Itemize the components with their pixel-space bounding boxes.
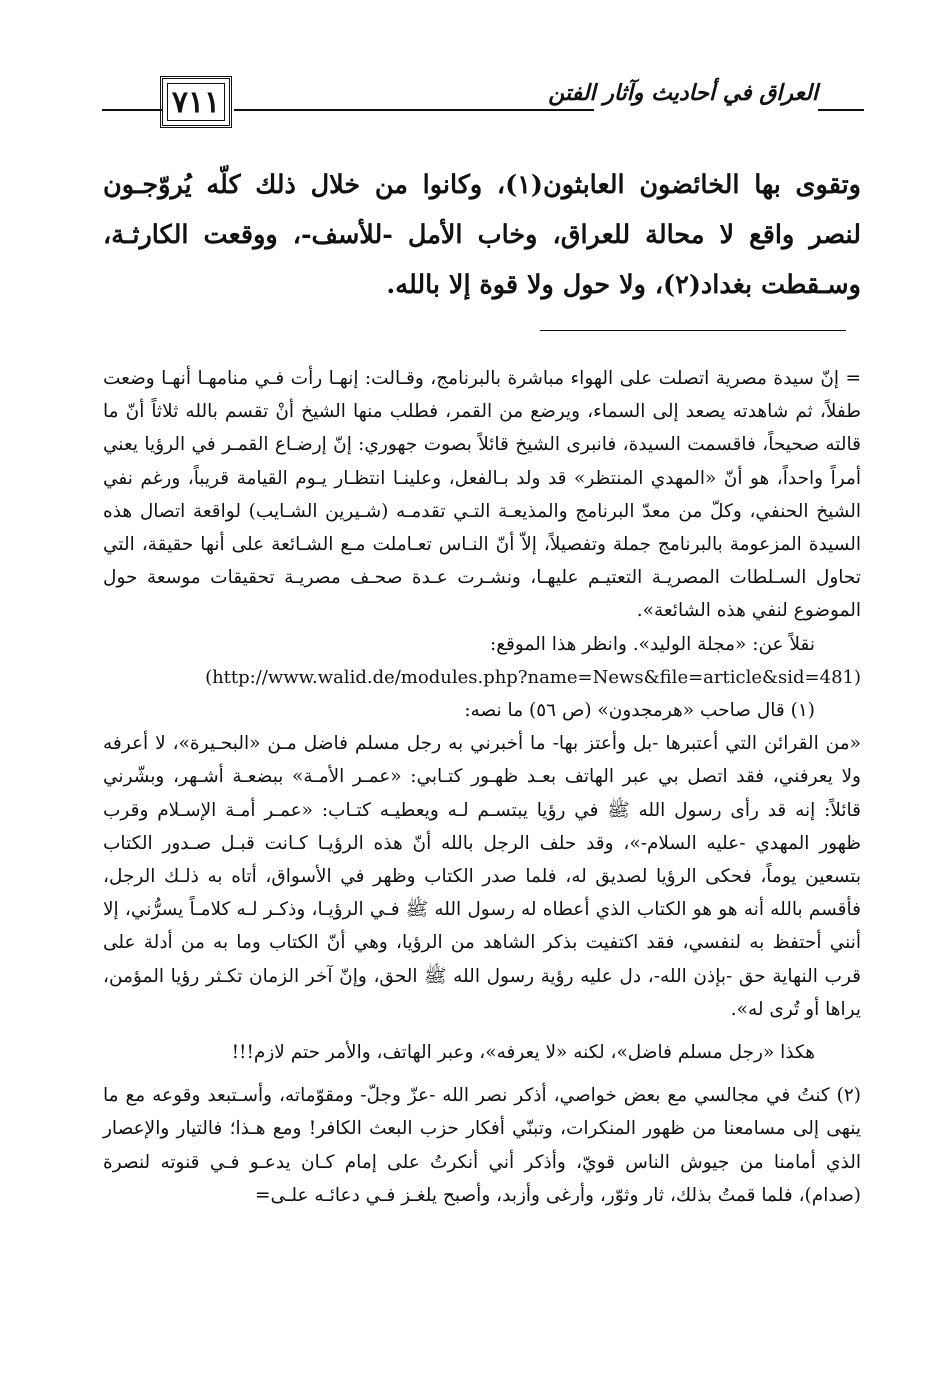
page-number-box xyxy=(160,76,232,128)
page-number: ٧١١ xyxy=(171,84,221,120)
header-rule-right xyxy=(818,109,864,111)
footnote-separator xyxy=(540,330,846,331)
page-header xyxy=(102,72,862,132)
footnote-1-comment: هكذا «رجل مسلم فاضل»، لكنه «لا يعرفه»، وعبر الهاتف، والأمر حتم لازم!!! xyxy=(231,1042,815,1064)
header-rule-left xyxy=(102,109,162,111)
running-title: العراق في أحاديث وآثار الفتن xyxy=(548,80,818,106)
footnote-2: (٢) كنتُ في مجالسي مع بعض خواصي، أذكر نصر الله -عزّ وجلّ- ومقوّماته، وأسـتبعد وقوعه مع ما ينهى إلى مسامعنا من ظهور المنكرات، وتبنّي أفكار حزب البعث الكافر! ومع هـذا؛ فالتيار والإعصار الذي أمامنا من جيوش الناس قويّ، وأذكر أني أنكرتُ على إمام كـان يدعـو فـي قنوته لنصرة (صدام)، فلما قمتُ بذلك، ثار وثوّر، وأرغى وأزبد، وأصبح يلغـز فـي دعائـه علـى= xyxy=(103,1085,861,1206)
footnotes xyxy=(103,362,861,1212)
footnote-1-intro: (١) قال صاحب «هرمجدون» (ص ٥٦) ما نصه: xyxy=(464,700,815,722)
header-rule-middle xyxy=(234,109,594,111)
main-text xyxy=(103,160,861,310)
footnote-1-quote: «من القرائن التي أعتبرها -بل وأعتز بها- ما أخبرني به رجل مسلم فاضل مـن «البحـيرة»، لا أعرفه ولا يعرفني، فقد اتصل بي عبر الهاتف بعـد ظهـور كتـابي: «عمـر الأمـة» ببضعـة أشـهر، وبشّرني قائلاً: إنه قد رأى رسول الله ﷺ في رؤيا يبتسـم لـه ويعطيـه كتـاب: «عمـر أمـة الإسـلام وقرب ظهور المهدي -عليه السلام-»، وقد حلف الرجل بالله أنّ هذه الرؤيـا كـانت قبـل صـدور الكتاب بتسعين يوماً، فحكى الرؤيا لصديق له، فلما صدر الكتاب وظهر في الأسواق، أتاه به ذلـك الرجل، فأقسم بالله أنه هو هو الكتاب الذي أعطاه له رسول الله ﷺ فـي الرؤيـا، وذكـر لـه كلامـاً يسرُّني، إلا أنني أحتفظ به لنفسي، فقد اكتفيت بذكر الشاهد من الرؤيا، وهي أنّ الكتاب وما به من أدلة على قرب النهاية حق -بإذن الله-، دل عليه رؤية رسول الله ﷺ الحق، وإنّ آخر الزمان تكـثر رؤيا المؤمن، يراها أو تُرى له». xyxy=(103,733,861,1020)
footnote-continuation: = إنّ سيدة مصرية اتصلت على الهواء مباشرة بالبرنامج، وقـالت: إنهـا رأت فـي منامهـا أنهـا وضعت طفلاً، ثم شاهدته يصعد إلى السماء، ويرضع من القمر، فطلب منها الشيخ أنْ تقسم بالله ثلاثاً أنّ ما قالته صحيحاً، فاقسمت السيدة، فانبرى الشيخ قائلاً بصوت جهوري: إنّ إرضـاع القمـر في الرؤيا يعني أمراً واحداً، هو أنّ «المهدي المنتظر» قد ولد بـالفعل، وعلينـا انتظـار يـوم القيامة قريباً، ورغم نفي الشيخ الحنفي، وكلّ من معدّ البرنامج والمذيعـة التـي تقدمـه (شـيرين الشـايب) لواقعة اتصال هذه السيدة المزعومة بالبرنامج جملة وتفصيلاً، إلاّ أنّ النـاس تعـاملت مـع الشـائعة على أنها حقيقة، التي تحاول السـلطات المصريـة التعتيـم عليهـا، ونشـرت عـدة صحـف مصريـة تحقيقات موسعة حول الموضوع لنفي هذه الشائعة». xyxy=(103,368,861,622)
footnote-source-line: نقلاً عن: «مجلة الوليد». وانظر هذا الموقع: xyxy=(489,633,815,655)
footnote-url: (http://www.walid.de/modules.php?name=News&file=article&sid=481) xyxy=(205,666,861,688)
main-paragraph: وتقوى بها الخائضون العابثون(١)، وكانوا من خلال ذلك كلّه يُروّجـون لنصر واقع لا محالة للعراق، وخاب الأمل -للأسف-، ووقعت الكارثـة، وسـقطت بغداد(٢)، ولا حول ولا قوة إلا بالله. xyxy=(103,170,862,300)
